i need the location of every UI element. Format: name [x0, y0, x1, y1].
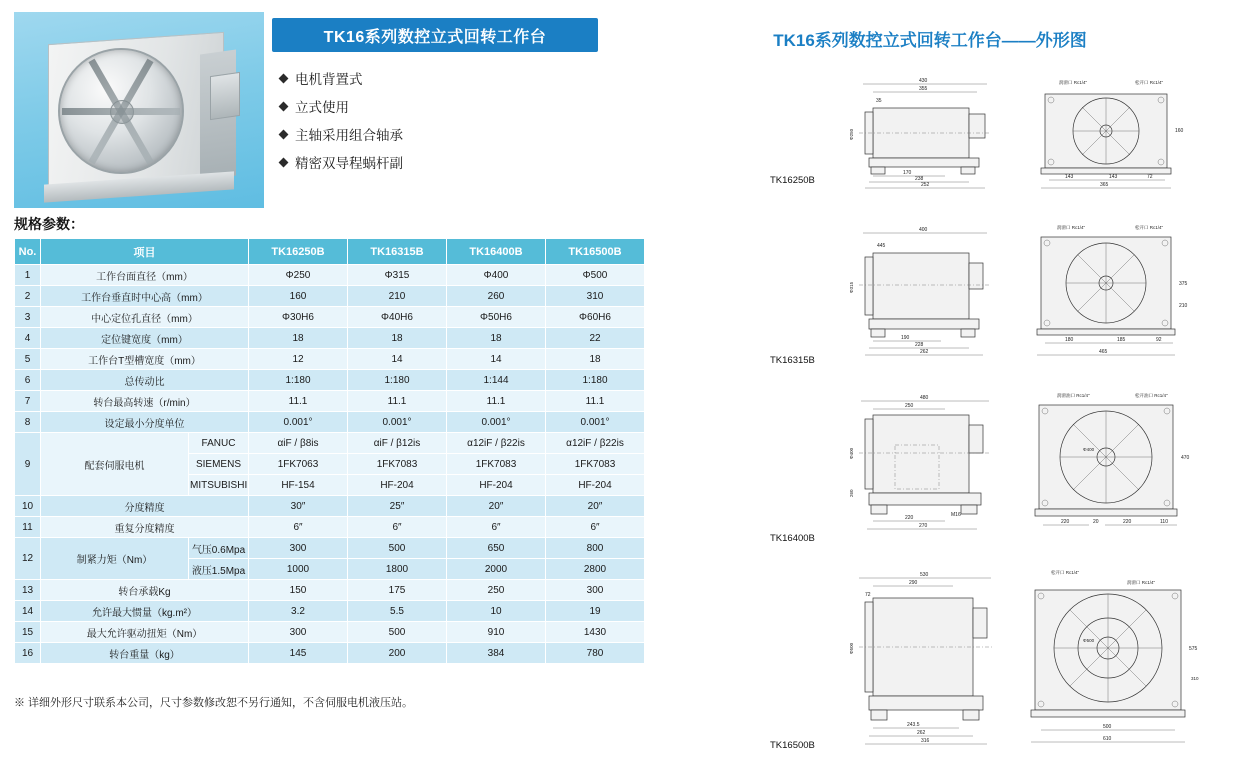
cell-no: 4 [15, 328, 41, 349]
feature-label: 立式使用 [295, 100, 349, 115]
cell-value: 1800 [348, 559, 447, 580]
svg-text:270: 270 [919, 523, 928, 529]
cell-item: 转台承载Kg [41, 580, 249, 601]
feature-item [280, 96, 610, 116]
svg-text:262: 262 [917, 730, 926, 736]
cell-value: αiF / β8is [249, 433, 348, 454]
cell-value: 19 [546, 601, 645, 622]
cell-no: 5 [15, 349, 41, 370]
cell-value: 800 [546, 538, 645, 559]
svg-text:72: 72 [1147, 174, 1153, 180]
cell-value: 18 [348, 328, 447, 349]
cell-value: 10 [447, 601, 546, 622]
cell-sub-label: MITSUBISHI [189, 475, 249, 496]
th-model-4: TK16500B [546, 239, 645, 265]
cell-value: 2800 [546, 559, 645, 580]
svg-text:355: 355 [919, 86, 928, 92]
cell-no: 8 [15, 412, 41, 433]
svg-text:260: 260 [849, 489, 854, 497]
product-title: TK16系列数控立式回转工作台 [323, 28, 547, 46]
svg-text:228: 228 [915, 342, 924, 348]
feature-item [280, 124, 610, 144]
cell-value: 1FK7083 [546, 454, 645, 475]
svg-text:Φ500: Φ500 [1083, 638, 1095, 643]
cell-value: 1:144 [447, 370, 546, 391]
svg-text:Φ250: Φ250 [849, 128, 854, 140]
svg-text:465: 465 [1099, 349, 1108, 355]
cell-value: 5.5 [348, 601, 447, 622]
svg-text:35: 35 [876, 98, 882, 104]
cell-item: 配套伺服电机 [41, 433, 189, 496]
table-row [15, 412, 645, 433]
table-row [15, 370, 645, 391]
cell-value: 25″ [348, 496, 447, 517]
cell-value: 18 [447, 328, 546, 349]
th-no: No. [15, 239, 41, 265]
cell-value: 6″ [546, 517, 645, 538]
cell-item: 最大允许驱动扭矩（Nm） [41, 622, 249, 643]
cell-value: Φ250 [249, 265, 348, 286]
cell-item: 总传动比 [41, 370, 249, 391]
svg-text:Φ400: Φ400 [1083, 447, 1095, 452]
cell-value: HF-204 [447, 475, 546, 496]
diamond-bullet-icon [279, 101, 289, 111]
cell-item: 转台最高转速（r/min） [41, 391, 249, 412]
spec-footnote: ※ 详细外形尺寸联系本公司，尺寸参数修改恕不另行通知，不含伺服电机液压站。 [14, 697, 414, 709]
cell-value: 1:180 [546, 370, 645, 391]
cell-value: 0.001° [546, 412, 645, 433]
svg-text:238: 238 [915, 176, 924, 182]
drawing-label-3: TK16400B [770, 533, 815, 544]
svg-text:252: 252 [921, 182, 930, 188]
cell-value: 2000 [447, 559, 546, 580]
svg-text:170: 170 [903, 170, 912, 176]
svg-text:润滑口 Rc1/4": 润滑口 Rc1/4" [1127, 580, 1156, 585]
table-row [15, 433, 645, 454]
svg-text:180: 180 [1065, 337, 1074, 343]
cell-no: 12 [15, 538, 41, 580]
svg-text:375: 375 [1179, 281, 1188, 287]
feature-label: 电机背置式 [295, 72, 363, 87]
cell-value: 260 [447, 286, 546, 307]
feature-label: 主轴采用组合轴承 [295, 128, 403, 143]
drawing-canvas-1 [835, 70, 1215, 195]
cell-value: 3.2 [249, 601, 348, 622]
cell-no: 2 [15, 286, 41, 307]
table-row [15, 601, 645, 622]
table-row [15, 538, 645, 559]
cell-sub-label: FANUC [189, 433, 249, 454]
cell-value: 20″ [447, 496, 546, 517]
cell-value: 1000 [249, 559, 348, 580]
cell-value: Φ50H6 [447, 307, 546, 328]
table-row [15, 517, 645, 538]
drawing-block-1 [620, 70, 1240, 195]
cell-value: 300 [249, 622, 348, 643]
svg-text:610: 610 [1103, 736, 1112, 742]
cell-value: 6″ [249, 517, 348, 538]
feature-item [280, 68, 610, 88]
cell-value: 1430 [546, 622, 645, 643]
cell-value: 150 [249, 580, 348, 601]
cell-value: 11.1 [546, 391, 645, 412]
svg-text:Φ500: Φ500 [849, 642, 854, 654]
svg-text:20: 20 [1093, 519, 1099, 525]
diamond-bullet-icon [279, 73, 289, 83]
svg-text:190: 190 [901, 335, 910, 341]
svg-text:290: 290 [909, 580, 918, 586]
table-row [15, 328, 645, 349]
svg-text:262: 262 [920, 349, 929, 355]
cell-sub-label: 液压1.5Mpa [189, 559, 249, 580]
table-row [15, 496, 645, 517]
spec-heading: 规格参数： [14, 216, 84, 232]
cell-value: Φ40H6 [348, 307, 447, 328]
drawing-canvas-4 [835, 562, 1215, 757]
drawing-label-2: TK16315B [770, 355, 815, 366]
svg-text:143: 143 [1065, 174, 1074, 180]
drawing-block-3 [620, 385, 1240, 550]
cell-value: α12iF / β22is [447, 433, 546, 454]
cell-no: 6 [15, 370, 41, 391]
cell-value: 0.001° [249, 412, 348, 433]
cell-value: 6″ [447, 517, 546, 538]
cell-value: 1FK7063 [249, 454, 348, 475]
cell-value: 500 [348, 538, 447, 559]
svg-text:润滑油口 Rc1/4": 润滑油口 Rc1/4" [1057, 393, 1090, 398]
cell-value: 20″ [546, 496, 645, 517]
cell-no: 15 [15, 622, 41, 643]
cell-value: 384 [447, 643, 546, 664]
cell-value: 145 [249, 643, 348, 664]
svg-text:400: 400 [919, 227, 928, 233]
svg-text:润滑口 Rc1/4": 润滑口 Rc1/4" [1057, 225, 1086, 230]
product-title-bar [272, 18, 598, 52]
photo-table-face [58, 48, 184, 174]
cell-value: 11.1 [348, 391, 447, 412]
drawing-block-4 [620, 562, 1240, 757]
cell-value: 11.1 [249, 391, 348, 412]
svg-text:500: 500 [1103, 724, 1112, 730]
cell-value: Φ400 [447, 265, 546, 286]
cell-item: 重复分度精度 [41, 517, 249, 538]
cell-item: 允许最大惯量（kg.m²） [41, 601, 249, 622]
cell-no: 3 [15, 307, 41, 328]
svg-text:Φ315: Φ315 [849, 281, 854, 293]
svg-text:143: 143 [1109, 174, 1118, 180]
svg-text:92: 92 [1156, 337, 1162, 343]
drawing-canvas-2 [835, 215, 1215, 365]
svg-text:松开口 Rc1/4": 松开口 Rc1/4" [1135, 225, 1164, 230]
cell-value: 18 [546, 349, 645, 370]
cell-value: 175 [348, 580, 447, 601]
cell-item: 制紧力矩（Nm） [41, 538, 189, 580]
cell-value: 30″ [249, 496, 348, 517]
cell-value: 500 [348, 622, 447, 643]
drawing-label-4: TK16500B [770, 740, 815, 751]
svg-text:110: 110 [1160, 519, 1168, 525]
cell-item: 工作台垂直时中心高（mm） [41, 286, 249, 307]
drawing-block-2 [620, 215, 1240, 365]
cell-item: 中心定位孔直径（mm） [41, 307, 249, 328]
diamond-bullet-icon [279, 129, 289, 139]
table-row [15, 622, 645, 643]
svg-text:250: 250 [905, 403, 914, 409]
spec-table [14, 238, 645, 664]
drawings-title: TK16系列数控立式回转工作台——外形图 [773, 31, 1087, 50]
cell-value: 910 [447, 622, 546, 643]
table-header-row [15, 239, 645, 265]
svg-text:松开油口 Rc1/4": 松开油口 Rc1/4" [1135, 393, 1168, 398]
cell-value: 1:180 [348, 370, 447, 391]
cell-value: HF-204 [348, 475, 447, 496]
cell-value: 300 [249, 538, 348, 559]
cell-value: α12iF / β22is [546, 433, 645, 454]
feature-list [280, 68, 610, 180]
cell-no: 10 [15, 496, 41, 517]
cell-value: 14 [447, 349, 546, 370]
cell-item: 设定最小分度单位 [41, 412, 249, 433]
cell-no: 14 [15, 601, 41, 622]
svg-text:365: 365 [1100, 182, 1109, 188]
svg-text:220: 220 [1123, 519, 1132, 525]
cell-item: 分度精度 [41, 496, 249, 517]
table-row [15, 307, 645, 328]
cell-value: 1FK7083 [447, 454, 546, 475]
drawing-canvas-3 [835, 385, 1215, 550]
drawing-label-1: TK16250B [770, 175, 815, 186]
svg-text:445: 445 [877, 243, 886, 249]
th-item: 项目 [41, 239, 249, 265]
th-model-2: TK16315B [348, 239, 447, 265]
svg-text:480: 480 [920, 395, 929, 401]
cell-value: 210 [348, 286, 447, 307]
cell-item: 转台重量（kg） [41, 643, 249, 664]
cell-value: 310 [546, 286, 645, 307]
cell-value: 1:180 [249, 370, 348, 391]
cell-no: 1 [15, 265, 41, 286]
svg-text:润滑口 Rc1/4": 润滑口 Rc1/4" [1059, 80, 1088, 85]
table-row [15, 580, 645, 601]
svg-text:470: 470 [1181, 455, 1190, 461]
table-row [15, 265, 645, 286]
cell-value: 6″ [348, 517, 447, 538]
table-row [15, 286, 645, 307]
svg-text:220: 220 [1061, 519, 1070, 525]
table-row [15, 643, 645, 664]
cell-value: Φ500 [546, 265, 645, 286]
cell-no: 7 [15, 391, 41, 412]
cell-value: 0.001° [348, 412, 447, 433]
cell-item: 工作台面直径（mm） [41, 265, 249, 286]
svg-text:160: 160 [1175, 128, 1184, 134]
cell-no: 16 [15, 643, 41, 664]
cell-sub-label: SIEMENS [189, 454, 249, 475]
cell-value: 0.001° [447, 412, 546, 433]
svg-text:575: 575 [1189, 646, 1198, 652]
cell-value: 300 [546, 580, 645, 601]
svg-text:185: 185 [1117, 337, 1126, 343]
cell-value: 160 [249, 286, 348, 307]
svg-text:243.5: 243.5 [907, 722, 920, 728]
feature-item [280, 152, 610, 172]
product-photo [14, 12, 264, 208]
svg-text:72: 72 [865, 592, 871, 598]
cell-value: αiF / β12is [348, 433, 447, 454]
diamond-bullet-icon [279, 157, 289, 167]
th-model-1: TK16250B [249, 239, 348, 265]
cell-value: Φ30H6 [249, 307, 348, 328]
photo-motor [210, 72, 240, 120]
cell-value: 650 [447, 538, 546, 559]
cell-value: HF-154 [249, 475, 348, 496]
feature-label: 精密双导程蜗杆副 [295, 156, 403, 171]
cell-value: 1FK7083 [348, 454, 447, 475]
cell-no: 9 [15, 433, 41, 496]
svg-text:430: 430 [919, 78, 928, 84]
svg-text:M16: M16 [951, 512, 961, 518]
svg-text:220: 220 [905, 515, 914, 521]
cell-value: 14 [348, 349, 447, 370]
th-model-3: TK16400B [447, 239, 546, 265]
cell-value: 18 [249, 328, 348, 349]
svg-text:316: 316 [921, 738, 930, 744]
cell-value: Φ60H6 [546, 307, 645, 328]
svg-text:松开口 Rc1/4": 松开口 Rc1/4" [1135, 80, 1164, 85]
cell-value: 250 [447, 580, 546, 601]
cell-value: 780 [546, 643, 645, 664]
svg-text:Φ400: Φ400 [849, 447, 854, 459]
cell-value: 11.1 [447, 391, 546, 412]
cell-value: 12 [249, 349, 348, 370]
table-row [15, 391, 645, 412]
svg-text:210: 210 [1179, 303, 1188, 309]
cell-item: 工作台T型槽宽度（mm） [41, 349, 249, 370]
cell-no: 13 [15, 580, 41, 601]
svg-text:530: 530 [920, 572, 929, 578]
cell-no: 11 [15, 517, 41, 538]
cell-value: 22 [546, 328, 645, 349]
cell-value: HF-204 [546, 475, 645, 496]
cell-sub-label: 气压0.6Mpa [189, 538, 249, 559]
cell-value: Φ315 [348, 265, 447, 286]
right-panel [620, 0, 1240, 781]
cell-value: 200 [348, 643, 447, 664]
table-row [15, 349, 645, 370]
cell-item: 定位键宽度（mm） [41, 328, 249, 349]
svg-text:松开口 Rc1/4": 松开口 Rc1/4" [1051, 570, 1080, 575]
svg-text:310: 310 [1191, 676, 1199, 681]
